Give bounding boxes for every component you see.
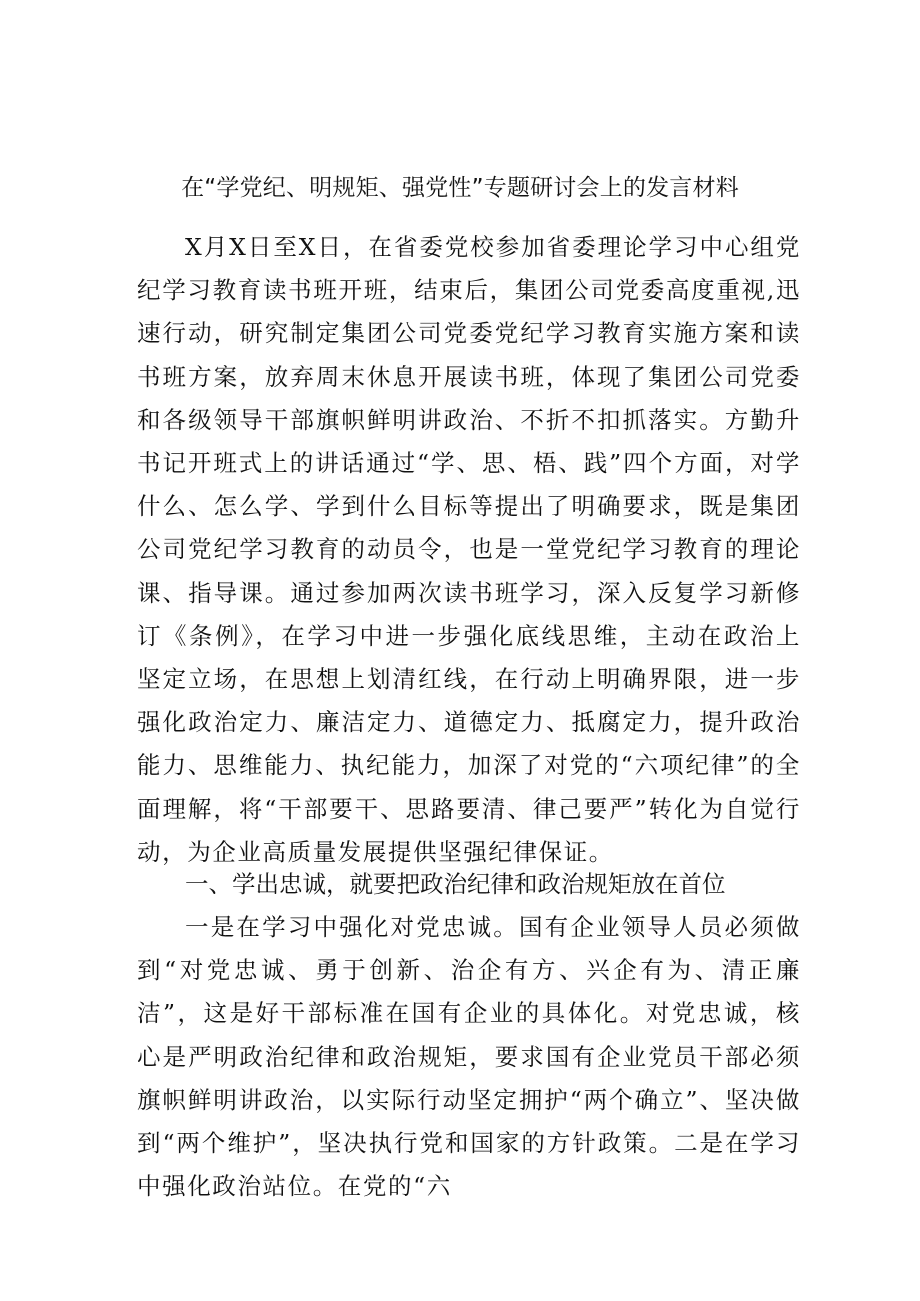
body-paragraph-1: X月X日至X日，在省委党校参加省委理论学习中心组党纪学习教育读书班开班，结束后，集团公司党委高度重视,迅速行动，研究制定集团公司党委党纪学习教育实施方案和读书班方案，放弃周末休息开展读书班，体现了集团公司党委和各级领导干部旗帜鲜明讲政治、不折不扣抓落实。方勤升书记开班式上的讲话通过“学、思、梧、践”四个方面，对学什么、怎么学、学到什么目标等提出了明确要求，既是集团公司党纪学习教育的动员令，也是一堂党纪学习教育的理论课、指导课。通过参加两次读书班学习，深入反复学习新修订《条例》，在学习中进一步强化底线思维，主动在政治上坚定立场，在思想上划清红线，在行动上明确界限，进一步强化政治定力、廉洁定力、道德定力、抵腐定力，提升政治能力、思维能力、执纪能力，加深了对党的“六项纪律”的全面理解，将“干部要干、思路要清、律己要严”转化为自觉行动，为企业高质量发展提供坚强纪律保证。	[137, 233, 801, 866]
body-paragraph-2: 一是在学习中强化对党忠诚。国有企业领导人员必须做到“对党忠诚、勇于创新、治企有方、兴企有为、清正廉洁”，这是好干部标准在国有企业的具体化。对党忠诚，核心是严明政治纪律和政治规矩，要求国有企业党员干部必须旗帜鲜明讲政治，以实际行动坚定拥护“两个确立”、坚决做到“两个维护”，坚决执行党和国家的方针政策。二是在学习中强化政治站位。在党的“六	[137, 913, 801, 1201]
section-heading-1: 一、学出忠诚，就要把政治纪律和政治规矩放在首位	[185, 870, 726, 898]
document-title: 在“学党纪、明规矩、强党性”专题研讨会上的发言材料	[181, 175, 739, 201]
